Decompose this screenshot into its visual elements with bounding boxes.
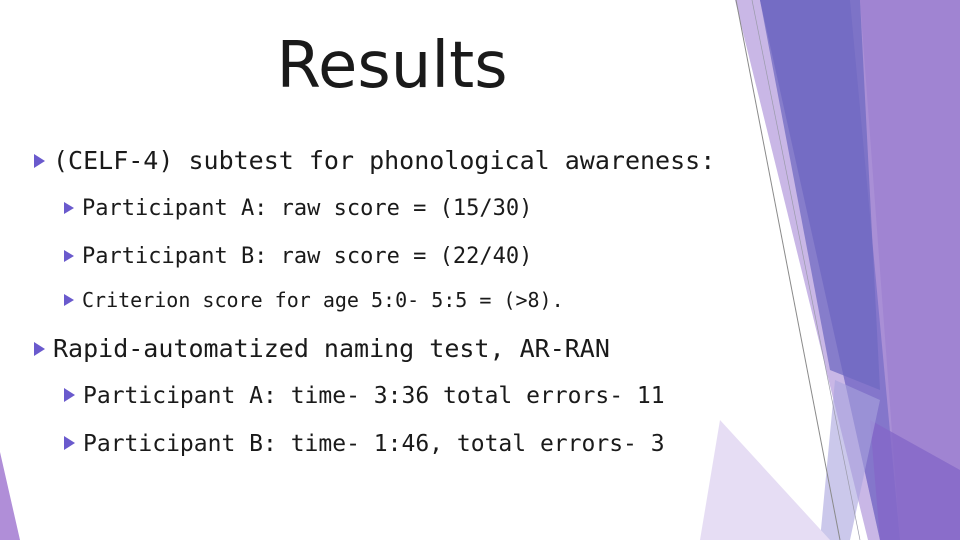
bottom-triangle <box>700 420 830 540</box>
bullet-text: Participant A: time- 3:36 total errors- 11 <box>83 383 665 409</box>
bullet-text: Participant B: raw score = (22/40) <box>82 244 533 269</box>
bullet-arrow-icon <box>64 250 74 262</box>
bullet-level1 <box>34 146 715 175</box>
bullet-level2 <box>64 431 665 457</box>
bullet-level2 <box>64 244 532 269</box>
bullet-text: (CELF-4) subtest for phonological awareness: <box>53 146 716 175</box>
bullet-arrow-icon <box>34 154 45 168</box>
bullet-arrow-icon <box>64 202 74 214</box>
bullet-arrow-icon <box>64 294 74 306</box>
bullet-text: Criterion score for age 5:0- 5:5 = (>8). <box>82 288 564 312</box>
bullet-arrow-icon <box>64 388 75 402</box>
bullet-level2 <box>64 288 564 312</box>
bullet-text: Participant A: raw score = (15/30) <box>82 196 533 221</box>
bullet-level1 <box>34 334 610 363</box>
bullet-level2 <box>64 383 665 409</box>
left-accent <box>0 452 20 540</box>
bullet-level2 <box>64 196 532 221</box>
bullet-text: Participant B: time- 1:46, total errors- 3 <box>83 431 665 457</box>
bullet-arrow-icon <box>64 436 75 450</box>
bullet-text: Rapid-automatized naming test, AR-RAN <box>53 334 610 363</box>
bullet-arrow-icon <box>34 342 45 356</box>
slide-title: Results <box>276 29 508 103</box>
